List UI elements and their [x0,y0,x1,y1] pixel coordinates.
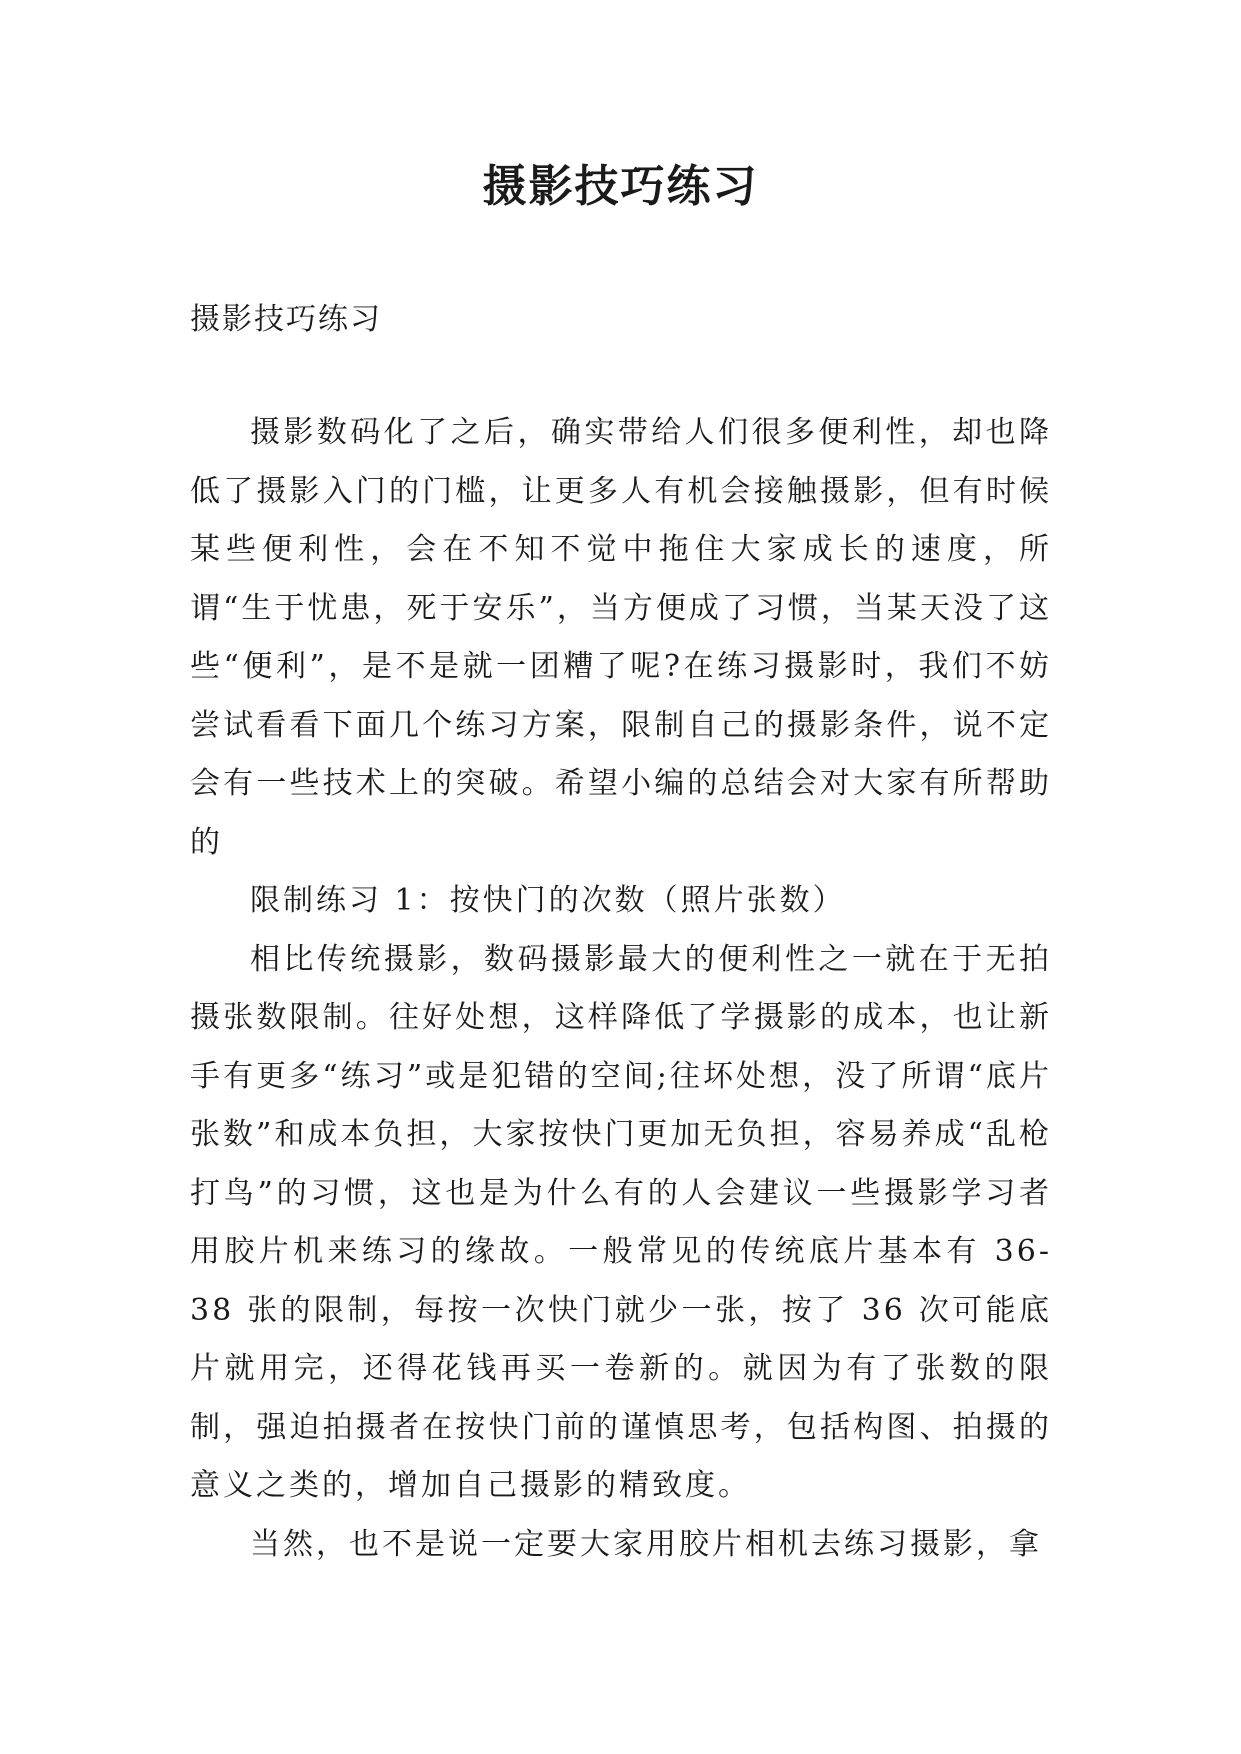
paragraph-intro: 摄影数码化了之后，确实带给人们很多便利性，却也降低了摄影入门的门槛，让更多人有机会接触摄影，但有时候某些便利性，会在不知不觉中拖住大家成长的速度，所谓“生于忧患，死于安乐”，当方便成了习惯，当某天没了这些“便利”，是不是就一团糟了呢?在练习摄影时，我们不妨尝试看看下面几个练习方案，限制自己的摄影条件，说不定会有一些技术上的突破。希望小编的总结会对大家有所帮助的 [190,415,1052,860]
paragraph-continuation: 当然，也不是说一定要大家用胶片相机去练习摄影，拿 [250,1526,1042,1562]
paragraph-section-body: 相比传统摄影，数码摄影最大的便利性之一就在于无拍摄张数限制。往好处想，这样降低了学摄影的成本，也让新手有更多“练习”或是犯错的空间;往坏处想，没了所谓“底片张数”和成本负担，大家按快门更加无负担，容易养成“乱枪打鸟”的习惯，这也是为什么有的人会建议一些摄影学习者用胶片机来练习的缘故。一般常见的传统底片基本有 36-38 张的限制，每按一次快门就少一张，按了 36 次可能底片就用完，还得花钱再买一卷新的。就因为有了张数的限制，强迫拍摄者在按快门前的谨慎思考，包括构图、拍摄的意义之类的，增加自己摄影的精致度。 [190,941,1052,1503]
document-title: 摄影技巧练习 [482,161,759,212]
section-heading: 限制练习 1：按快门的次数（照片张数） [250,883,846,918]
document-subtitle: 摄影技巧练习 [190,302,382,337]
document-body [190,404,1052,1574]
